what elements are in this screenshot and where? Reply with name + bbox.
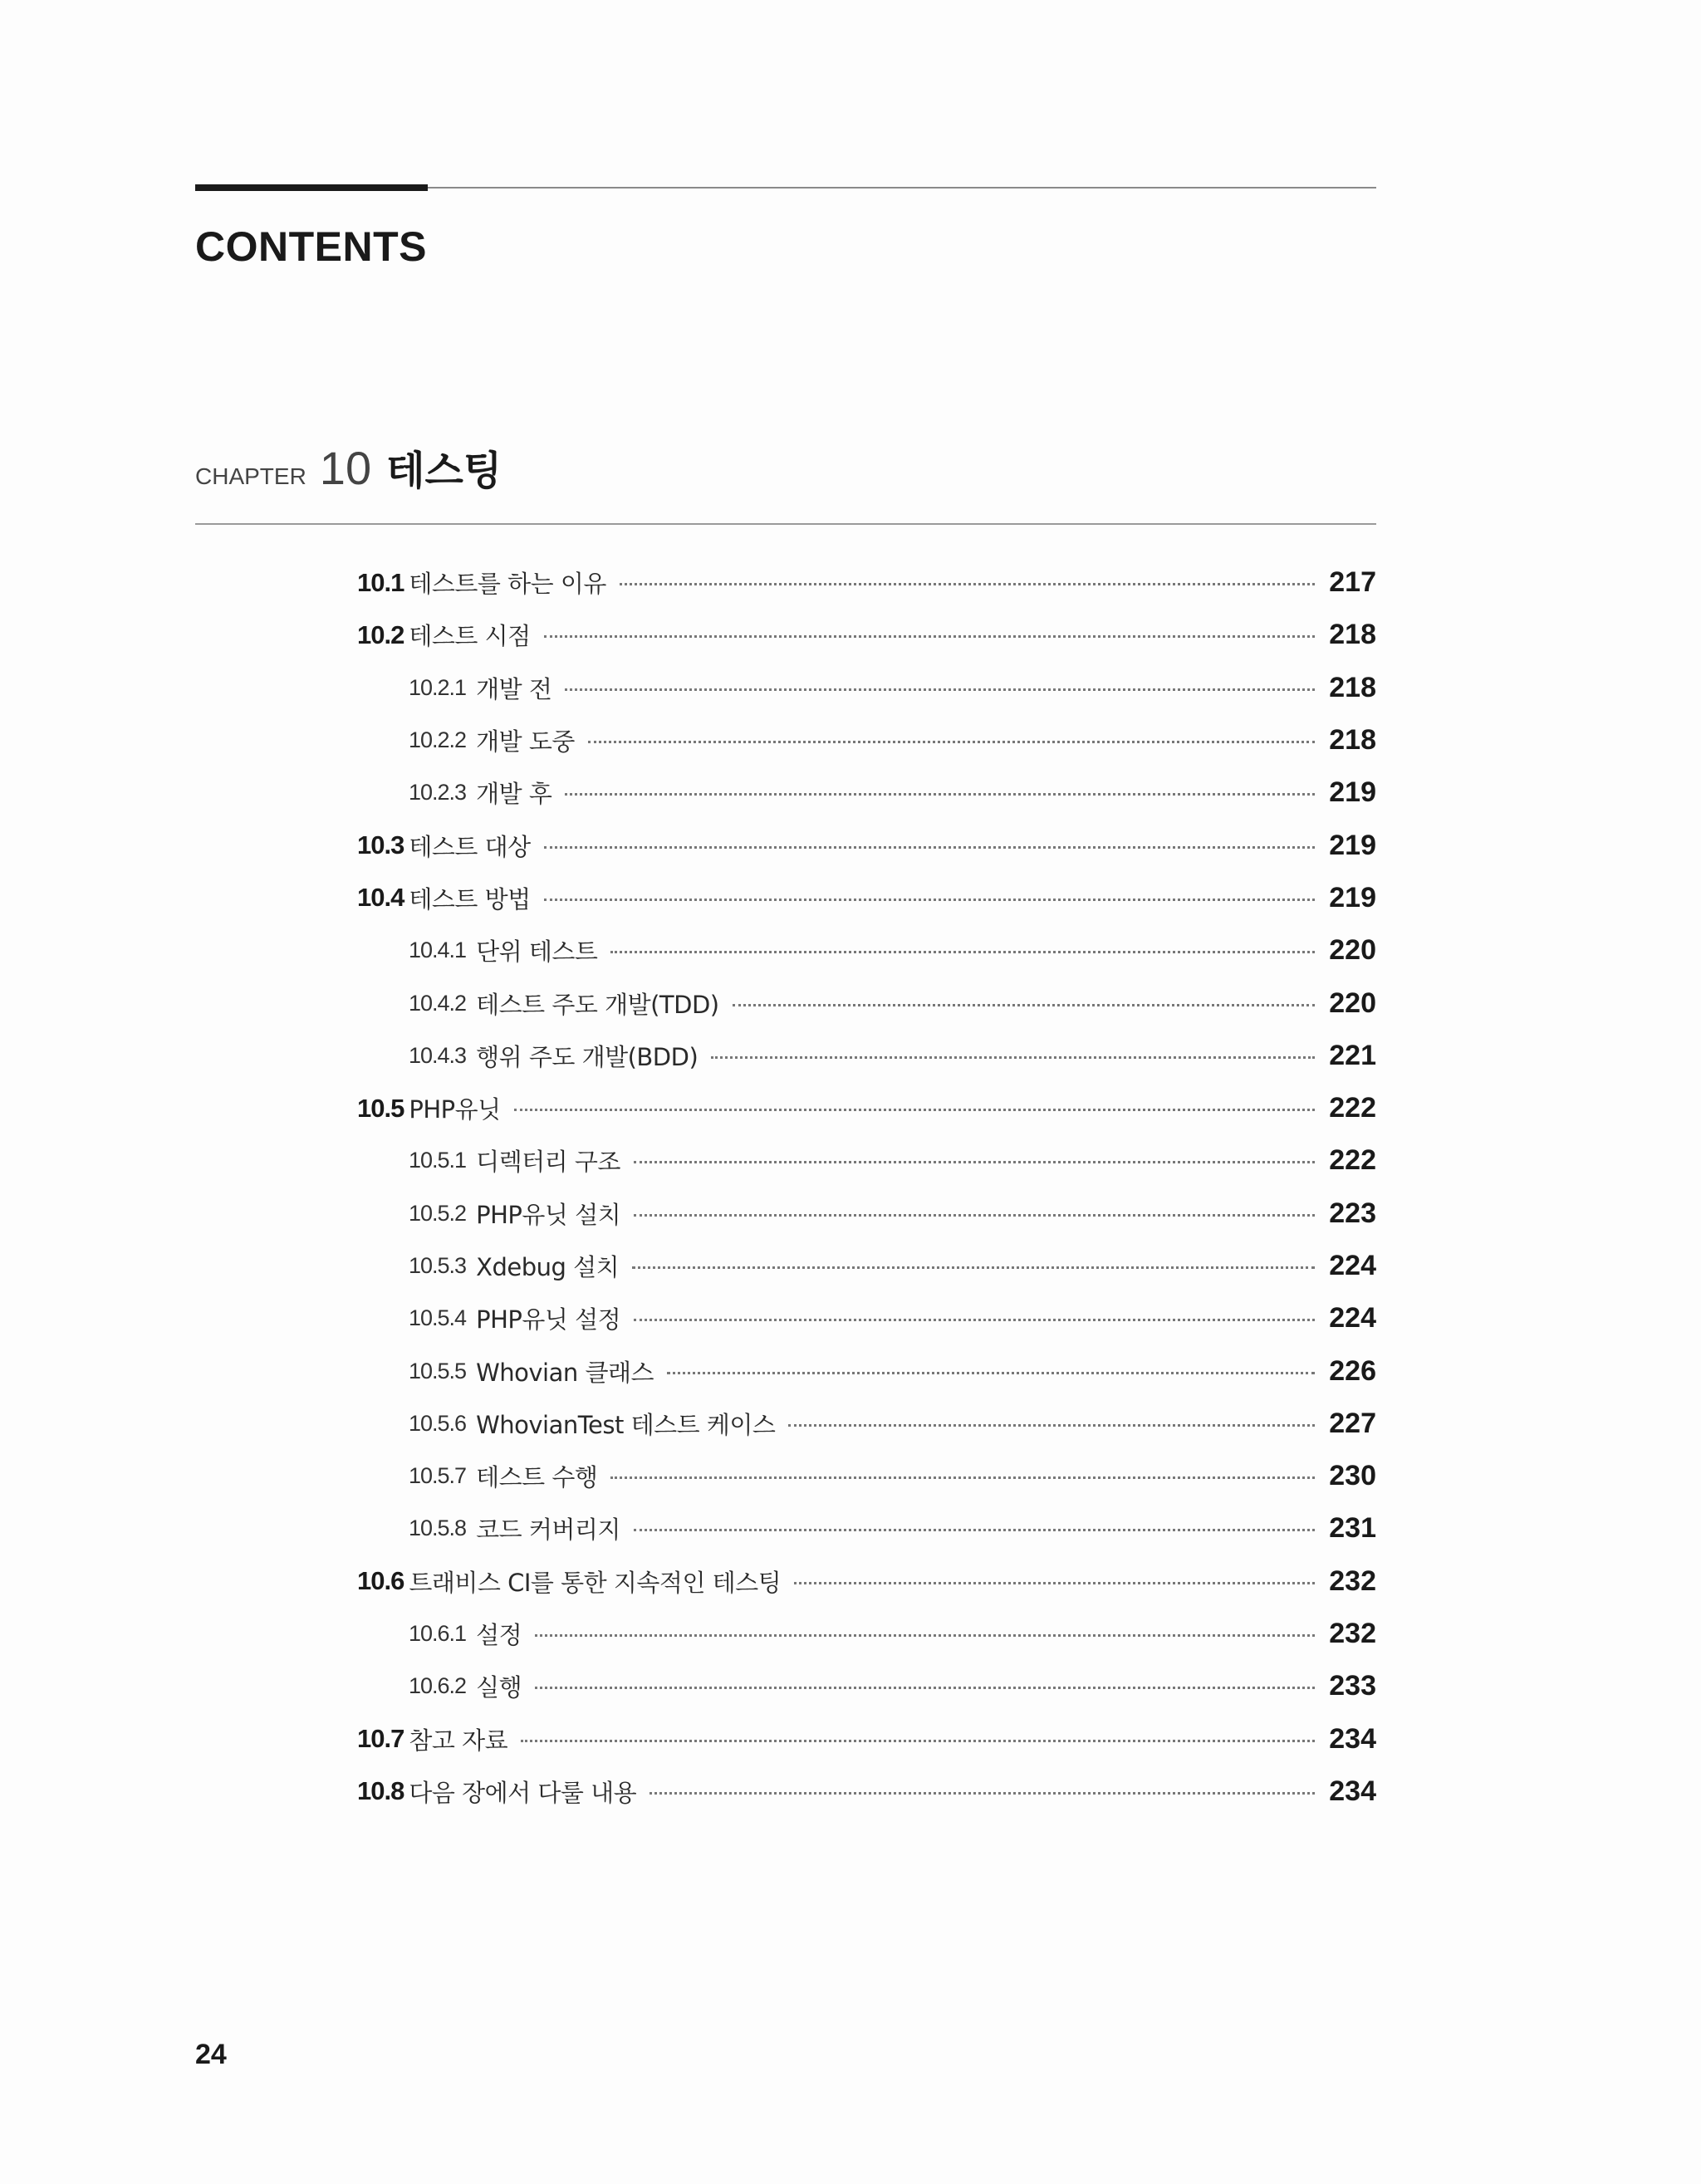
toc-entry-page: 221 [1329,1039,1376,1071]
dot-leader [634,1529,1315,1531]
chapter-header [195,438,502,496]
toc-entry[interactable] [357,609,1376,661]
toc-entry[interactable] [357,556,1376,609]
toc-entry-title: 다음 장에서 다룰 내용 [409,1778,637,1807]
toc-entry-number: 10.5.8 [409,1516,467,1541]
toc-entry-number: 10.4.3 [409,1042,467,1068]
toc-entry-title: Whovian 클래스 [476,1358,654,1387]
toc-entry[interactable] [357,1292,1376,1344]
dot-leader [634,1161,1315,1163]
toc-entry-title: 코드 커버리지 [476,1516,620,1545]
toc-entry-page: 227 [1329,1407,1376,1439]
toc-entry-page: 217 [1329,566,1376,599]
toc-entry-number: 10.6.2 [409,1673,467,1699]
toc-entry-title: 디렉터리 구조 [476,1148,620,1177]
dot-leader [565,688,1315,691]
dot-leader [544,899,1315,901]
toc-entry-title: 단위 테스트 [476,938,598,967]
dot-leader [588,741,1315,743]
toc-entry-title: 개발 전 [476,674,552,703]
page-title: CONTENTS [195,223,427,270]
toc-entry[interactable] [357,819,1376,871]
toc-entry-number: 10.5.4 [409,1305,467,1331]
toc-entry[interactable] [357,714,1376,766]
toc-entry-number: 10.4.2 [409,990,467,1016]
dot-leader [544,846,1315,849]
dot-leader [535,1634,1315,1637]
toc-entry-number: 10.7 [357,1724,404,1754]
dot-leader [788,1424,1315,1427]
chapter-rule [195,523,1376,525]
toc-entry-number: 10.4.1 [409,938,467,963]
toc-entry[interactable] [357,1660,1376,1712]
header-rule-accent [195,184,428,191]
toc-entry-page: 230 [1329,1460,1376,1492]
dot-leader [733,1004,1315,1006]
toc-entry-title: 트래비스 CI를 통한 지속적인 테스팅 [409,1568,782,1597]
toc-entry-page: 224 [1329,1250,1376,1281]
toc-entry-title: 테스트를 하는 이유 [409,570,606,599]
dot-leader [514,1109,1315,1111]
page-number: 24 [195,2039,227,2070]
toc-entry-page: 226 [1329,1354,1376,1387]
toc-entry[interactable] [357,1502,1376,1555]
dot-leader [535,1687,1315,1689]
toc-entry-number: 10.6.1 [409,1621,467,1647]
toc-entry-title: Xdebug 설치 [476,1253,620,1281]
toc-entry-page: 234 [1329,1775,1376,1807]
dot-leader [794,1582,1315,1584]
toc-entry-title: 설정 [476,1621,522,1650]
toc-entry-page: 219 [1329,776,1376,809]
dot-leader [521,1740,1315,1742]
dot-leader [667,1372,1315,1374]
toc-entry-page: 218 [1329,671,1376,703]
toc-entry[interactable] [357,872,1376,924]
toc-entry-title: 개발 도중 [476,727,575,757]
dot-leader [632,1266,1315,1269]
toc-entry-page: 219 [1329,829,1376,861]
dot-leader [544,635,1315,638]
toc-entry[interactable] [357,1187,1376,1240]
chapter-title: 테스팅 [386,448,502,494]
toc-entry-page: 218 [1329,619,1376,651]
toc-entry-number: 10.8 [357,1776,404,1806]
dot-leader [650,1792,1315,1795]
toc-entry[interactable] [357,1608,1376,1660]
toc-entry-number: 10.5.5 [409,1358,467,1383]
toc-entry-title: PHP유닛 설정 [476,1305,621,1334]
toc-entry-page: 220 [1329,934,1376,967]
toc-entry-number: 10.2.1 [409,674,467,700]
toc-entry-page: 223 [1329,1197,1376,1229]
toc-entry[interactable] [357,1555,1376,1608]
toc-entry-title: PHP유닛 [409,1095,501,1124]
toc-entry-page: 232 [1329,1618,1376,1650]
toc-entry[interactable] [357,1240,1376,1292]
toc-entry-title: PHP유닛 설치 [476,1200,621,1229]
toc-entry-page: 220 [1329,987,1376,1019]
toc-entry[interactable] [357,1450,1376,1502]
toc-entry[interactable] [357,1134,1376,1187]
toc-entry-title: 테스트 주도 개발(TDD) [476,990,719,1019]
toc-entry-page: 222 [1329,1092,1376,1124]
dot-leader [634,1319,1315,1321]
toc-entry-title: 실행 [476,1673,522,1702]
toc-entry-title: 개발 후 [476,780,552,809]
dot-leader [634,1214,1315,1217]
toc-entry-page: 233 [1329,1670,1376,1702]
toc-entry-page: 232 [1329,1565,1376,1597]
toc-entry[interactable] [357,766,1376,819]
toc-entry-number: 10.5.2 [409,1200,467,1226]
toc-entry-page: 231 [1329,1512,1376,1545]
toc-entry-number: 10.1 [357,567,404,597]
toc-entry[interactable] [357,1344,1376,1397]
dot-leader [620,583,1315,585]
dot-leader [610,951,1315,953]
toc-entry[interactable] [357,977,1376,1029]
toc-entry-title: 테스트 방법 [409,884,531,913]
toc-entry-number: 10.6 [357,1566,404,1596]
toc-entry[interactable] [357,1030,1376,1082]
toc-entry-title: WhovianTest 테스트 케이스 [476,1410,776,1439]
toc-entry-number: 10.2 [357,619,404,649]
table-of-contents [357,556,1376,1818]
dot-leader [565,793,1315,796]
toc-entry[interactable] [357,1713,1376,1765]
toc-entry-title: 테스트 시점 [409,622,531,651]
dot-leader [610,1476,1315,1479]
toc-entry-number: 10.3 [357,830,404,860]
toc-entry-title: 테스트 수행 [476,1463,598,1492]
toc-entry[interactable] [357,1398,1376,1450]
dot-leader [711,1056,1315,1059]
toc-entry-number: 10.5.6 [409,1410,467,1436]
toc-entry-number: 10.5 [357,1093,404,1123]
toc-entry-title: 참고 자료 [409,1726,508,1755]
toc-entry-page: 219 [1329,881,1376,913]
toc-entry[interactable] [357,1765,1376,1818]
toc-entry-title: 테스트 대상 [409,832,531,861]
toc-entry-number: 10.2.2 [409,727,467,753]
toc-entry-page: 224 [1329,1302,1376,1334]
toc-entry-title: 행위 주도 개발(BDD) [476,1042,699,1071]
toc-entry-page: 218 [1329,724,1376,757]
chapter-number: 10 [319,442,372,494]
toc-entry[interactable] [357,924,1376,977]
toc-entry-page: 222 [1329,1144,1376,1177]
chapter-label: CHAPTER [195,463,306,489]
toc-entry-number: 10.4 [357,883,404,913]
toc-entry-number: 10.5.1 [409,1148,467,1173]
toc-entry[interactable] [357,1082,1376,1134]
toc-entry-number: 10.5.3 [409,1253,467,1278]
toc-entry-number: 10.5.7 [409,1463,467,1489]
toc-entry[interactable] [357,662,1376,714]
toc-entry-number: 10.2.3 [409,780,467,806]
toc-entry-page: 234 [1329,1722,1376,1755]
